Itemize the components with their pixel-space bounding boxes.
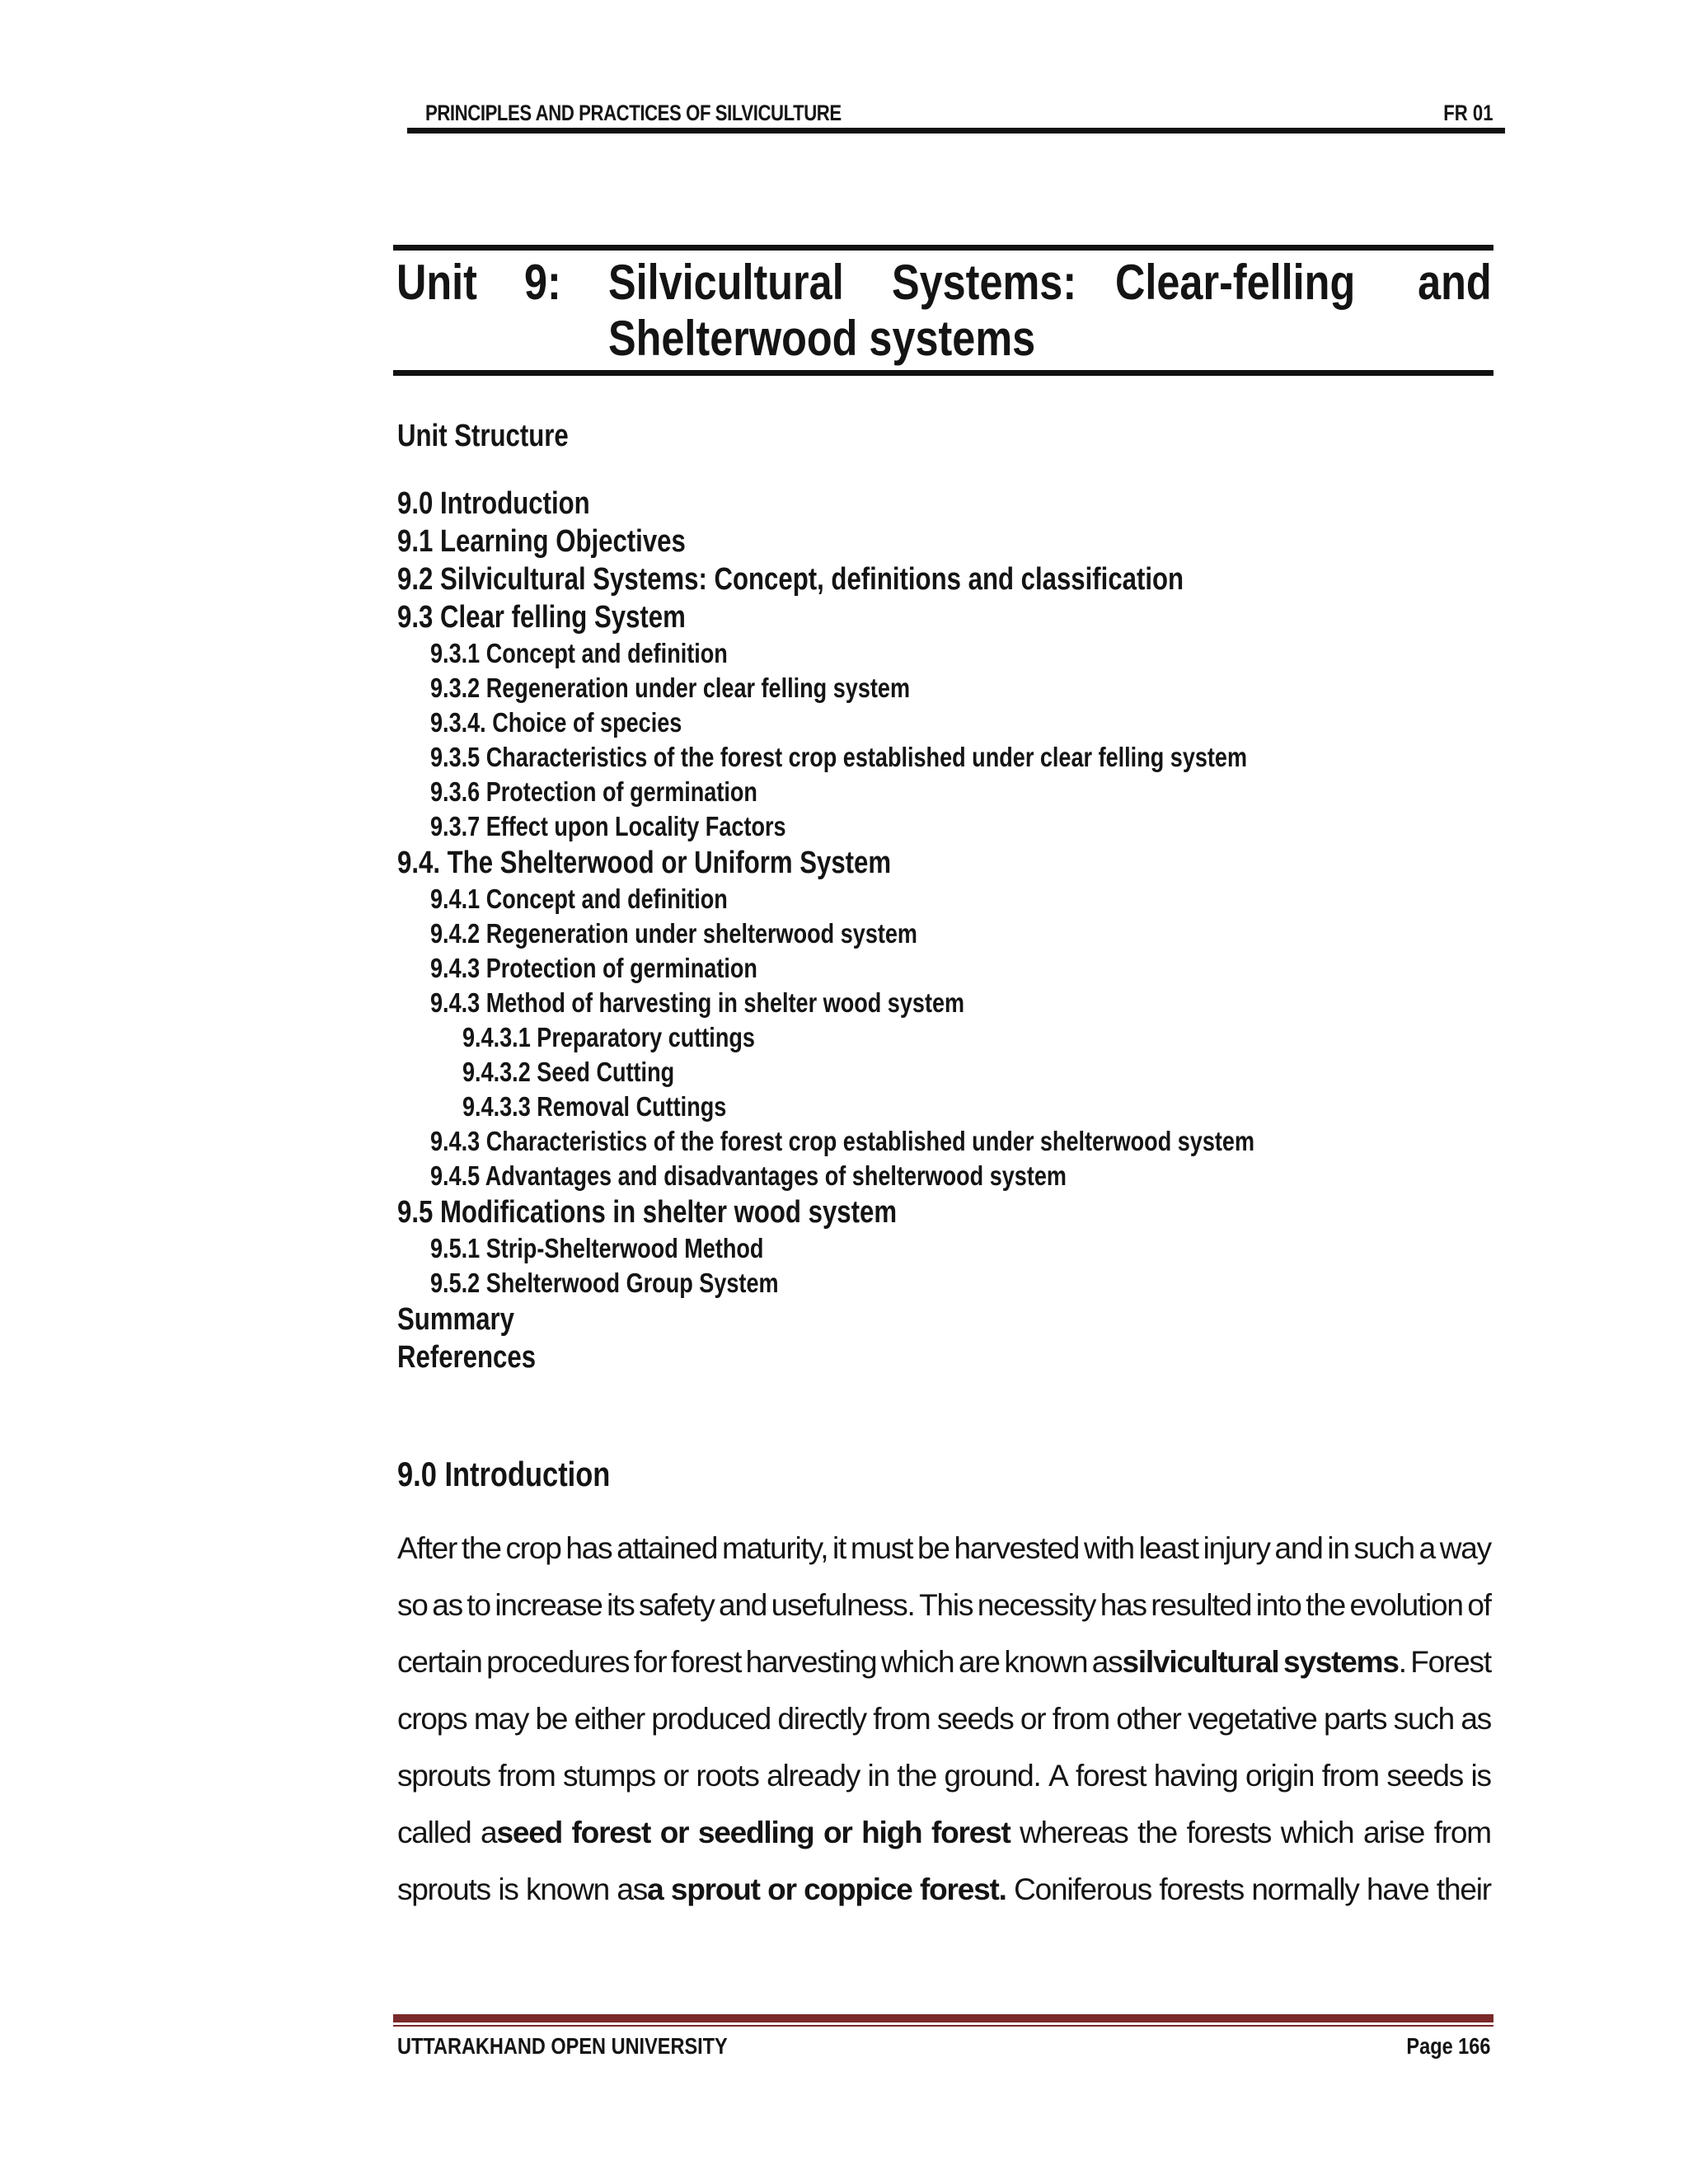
- paragraph-word: in: [867, 1759, 889, 1793]
- bold-term-word: or: [767, 1872, 796, 1906]
- paragraph-word: from: [1433, 1816, 1491, 1849]
- paragraph-word: is: [1470, 1759, 1491, 1793]
- unit-number: 9:: [524, 255, 561, 310]
- paragraph-word: the: [1137, 1816, 1178, 1849]
- paragraph-word: forests: [1159, 1872, 1245, 1906]
- paragraph-word: either: [574, 1702, 645, 1736]
- paragraph-word: aseed: [481, 1816, 562, 1849]
- unit-title-line-1: [608, 254, 1492, 311]
- unit-label: Unit: [396, 255, 477, 310]
- paragraph-word: crops: [397, 1702, 467, 1736]
- paragraph-word: has: [565, 1531, 612, 1565]
- footer-page-number: Page 166: [1406, 2033, 1490, 2059]
- paragraph-word: from: [498, 1759, 556, 1793]
- paragraph-word: seeds: [936, 1702, 1014, 1736]
- paragraph-word: it: [832, 1531, 846, 1565]
- paragraph-word: as: [1461, 1702, 1491, 1736]
- paragraph-word: resulted: [1151, 1588, 1252, 1622]
- paragraph-word: forest: [670, 1645, 742, 1679]
- toc-entry-level-1: 9.2 Silvicultural Systems: Concept, definitions and classification: [397, 562, 1184, 597]
- paragraph-word: injury: [1203, 1531, 1270, 1565]
- toc-entry-level-2: 9.4.1 Concept and definition: [430, 883, 728, 914]
- toc-entry-level-3: 9.4.3.3 Removal Cuttings: [462, 1091, 727, 1122]
- paragraph-word: be: [917, 1531, 950, 1565]
- paragraph-word: so: [397, 1588, 428, 1622]
- paragraph-word: must: [850, 1531, 913, 1565]
- paragraph-word: having: [1153, 1759, 1238, 1793]
- bold-term-word: systems.: [1282, 1645, 1406, 1679]
- paragraph-word: crop: [505, 1531, 561, 1565]
- toc-entry-level-2: 9.4.3 Protection of germination: [430, 953, 757, 983]
- paragraph-word: seeds: [1386, 1759, 1464, 1793]
- paragraph-word: known: [1004, 1645, 1088, 1679]
- title-rule-top: [393, 245, 1493, 251]
- paragraph-word: least: [1138, 1531, 1198, 1565]
- paragraph-word: its: [607, 1588, 635, 1622]
- bold-term-word: sprout: [670, 1872, 760, 1906]
- paragraph-word: the: [461, 1531, 501, 1565]
- bold-term-word: seedling: [697, 1816, 814, 1849]
- paragraph-word: stumps: [562, 1759, 656, 1793]
- paragraph-line: [397, 1645, 1491, 1680]
- paragraph-word: certain: [397, 1645, 482, 1679]
- paragraph-word: Coniferous: [1014, 1872, 1151, 1906]
- paragraph-word: evolution: [1349, 1588, 1463, 1622]
- toc-entry-level-2: 9.3.1 Concept and definition: [430, 638, 728, 668]
- unit-title-word: Systems:: [892, 255, 1077, 310]
- paragraph-word: of: [1467, 1588, 1491, 1622]
- toc-entry-level-1: 9.0 Introduction: [397, 486, 590, 521]
- paragraph-word: increase: [495, 1588, 603, 1622]
- header-course-code: FR 01: [1443, 101, 1493, 125]
- header-course-title: PRINCIPLES AND PRACTICES OF SILVICULTURE: [425, 101, 842, 125]
- paragraph-word: which: [880, 1645, 954, 1679]
- paragraph-line: [397, 1872, 1491, 1907]
- toc-entry-level-1: 9.3 Clear felling System: [397, 600, 686, 635]
- bold-term-word: a: [647, 1872, 663, 1906]
- paragraph-line: [397, 1759, 1491, 1793]
- paragraph-line: [397, 1531, 1491, 1566]
- toc-entry-level-1: References: [397, 1340, 537, 1375]
- paragraph-word: directly: [777, 1702, 866, 1736]
- paragraph-word: has: [1100, 1588, 1146, 1622]
- footer-rule: [393, 2014, 1493, 2022]
- toc-entry-level-1: 9.5 Modifications in shelter wood system: [397, 1195, 898, 1230]
- footer-university: UTTARAKHAND OPEN UNIVERSITY: [397, 2033, 728, 2059]
- toc-entry-level-2: 9.3.7 Effect upon Locality Factors: [430, 811, 786, 841]
- paragraph-word: already: [767, 1759, 860, 1793]
- toc-entry-level-2: 9.4.3 Characteristics of the forest crop established under shelterwood system: [430, 1126, 1255, 1156]
- paragraph-word: normally: [1251, 1872, 1359, 1906]
- paragraph-word: and: [1274, 1531, 1323, 1565]
- paragraph-word: origin: [1245, 1759, 1315, 1793]
- toc-entry-level-1: Summary: [397, 1302, 515, 1337]
- paragraph-word: have: [1367, 1872, 1429, 1906]
- paragraph-word: their: [1436, 1872, 1491, 1906]
- section-heading-introduction: 9.0 Introduction: [397, 1455, 611, 1493]
- toc-entry-level-2: 9.5.2 Shelterwood Group System: [430, 1268, 779, 1298]
- paragraph-word: roots: [696, 1759, 759, 1793]
- unit-title-word: Silvicultural: [608, 255, 844, 310]
- bold-term-word: forest: [571, 1816, 651, 1849]
- paragraph-word: be: [535, 1702, 568, 1736]
- paragraph-word: other: [1116, 1702, 1181, 1736]
- paragraph-word: This: [919, 1588, 973, 1622]
- paragraph-line: [397, 1816, 1491, 1850]
- paragraph-word: as: [432, 1588, 462, 1622]
- paragraph-word: harvesting: [745, 1645, 877, 1679]
- bold-term-word: coppice: [804, 1872, 912, 1906]
- toc-entry-level-2: 9.5.1 Strip-Shelterwood Method: [430, 1233, 764, 1263]
- paragraph-word: sprouts: [397, 1759, 490, 1793]
- paragraph-word: harvested: [954, 1531, 1080, 1565]
- paragraph-word: sprouts: [397, 1872, 490, 1906]
- toc-entry-level-2: 9.4.3 Method of harvesting in shelter wood system: [430, 987, 965, 1018]
- bold-term-word: or: [659, 1816, 689, 1849]
- bold-term-word: or: [823, 1816, 852, 1849]
- paragraph-word: Forest: [1410, 1645, 1491, 1679]
- paragraph-word: ground.: [944, 1759, 1041, 1793]
- paragraph-line: [397, 1588, 1491, 1623]
- toc-entry-level-2: 9.4.5 Advantages and disadvantages of shelterwood system: [430, 1160, 1067, 1191]
- bold-term-word: silvicultural: [1122, 1645, 1279, 1679]
- toc-entry-level-3: 9.4.3.1 Preparatory cuttings: [462, 1022, 755, 1052]
- paragraph-word: such: [1353, 1531, 1414, 1565]
- paragraph-word: which: [1280, 1816, 1354, 1849]
- toc-entry-level-2: 9.3.6 Protection of germination: [430, 776, 757, 807]
- paragraph-word: maturity,: [721, 1531, 828, 1565]
- unit-title-word: and: [1418, 255, 1492, 310]
- paragraph-word: from: [1321, 1759, 1379, 1793]
- paragraph-word: from: [1052, 1702, 1109, 1736]
- paragraph-word: from: [873, 1702, 931, 1736]
- paragraph-word: the: [1306, 1588, 1345, 1622]
- paragraph-word: for: [633, 1645, 667, 1679]
- paragraph-word: necessity: [977, 1588, 1096, 1622]
- toc-entry-level-1: 9.1 Learning Objectives: [397, 524, 686, 559]
- paragraph-word: such: [1393, 1702, 1454, 1736]
- paragraph-word: vegetative: [1187, 1702, 1317, 1736]
- paragraph-word: called: [397, 1816, 471, 1849]
- paragraph-word: arise: [1362, 1816, 1425, 1849]
- paragraph-word: and: [719, 1588, 767, 1622]
- paragraph-word: procedures: [486, 1645, 630, 1679]
- bold-term-word: forest.: [919, 1872, 1006, 1906]
- paragraph-word: produced: [651, 1702, 771, 1736]
- header-rule: [407, 128, 1505, 134]
- paragraph-word: the: [897, 1759, 937, 1793]
- unit-title-word: Clear-felling: [1114, 255, 1355, 310]
- paragraph-word: to: [467, 1588, 490, 1622]
- paragraph-word: with: [1083, 1531, 1134, 1565]
- footer-rule-thin: [393, 2025, 1493, 2027]
- paragraph-word: known: [526, 1872, 610, 1906]
- bold-term-word: forest: [931, 1816, 1010, 1849]
- paragraph-word: into: [1255, 1588, 1301, 1622]
- paragraph-word: After: [397, 1531, 457, 1565]
- toc-entry-level-3: 9.4.3.2 Seed Cutting: [462, 1057, 675, 1087]
- paragraph-word: usefulness.: [771, 1588, 915, 1622]
- bold-term-word: seed: [496, 1816, 562, 1849]
- paragraph-word: forests: [1186, 1816, 1272, 1849]
- paragraph-word: assilvicultural: [1091, 1645, 1279, 1679]
- paragraph-word: may: [473, 1702, 529, 1736]
- paragraph-word: .: [1398, 1645, 1406, 1679]
- paragraph-word: whereas: [1020, 1816, 1128, 1849]
- paragraph-word: way: [1439, 1531, 1491, 1565]
- paragraph-word: parts: [1324, 1702, 1387, 1736]
- unit-title-line-2: Shelterwood systems: [608, 311, 1036, 366]
- paragraph-word: safety: [639, 1588, 715, 1622]
- paragraph-word: attained: [617, 1531, 718, 1565]
- paragraph-word: A: [1048, 1759, 1068, 1793]
- paragraph-word: forest: [1075, 1759, 1146, 1793]
- toc-entry-level-2: 9.3.5 Characteristics of the forest crop established under clear felling system: [430, 742, 1248, 772]
- toc-entry-level-2: 9.4.2 Regeneration under shelterwood system: [430, 918, 917, 949]
- paragraph-word: a: [1418, 1531, 1436, 1565]
- toc-entry-level-2: 9.3.4. Choice of species: [430, 707, 682, 738]
- paragraph-word: asa: [617, 1872, 663, 1906]
- title-rule-bottom: [393, 370, 1493, 376]
- toc-entry-level-1: 9.4. The Shelterwood or Uniform System: [397, 846, 892, 880]
- paragraph-word: in: [1327, 1531, 1349, 1565]
- bold-term-word: high: [861, 1816, 922, 1849]
- toc-entry-level-2: 9.3.2 Regeneration under clear felling system: [430, 673, 911, 703]
- paragraph-word: is: [498, 1872, 518, 1906]
- paragraph-word: are: [958, 1645, 1000, 1679]
- unit-structure-heading: Unit Structure: [397, 419, 569, 453]
- paragraph-word: or: [663, 1759, 688, 1793]
- paragraph-word: or: [1020, 1702, 1046, 1736]
- paragraph-line: [397, 1702, 1491, 1736]
